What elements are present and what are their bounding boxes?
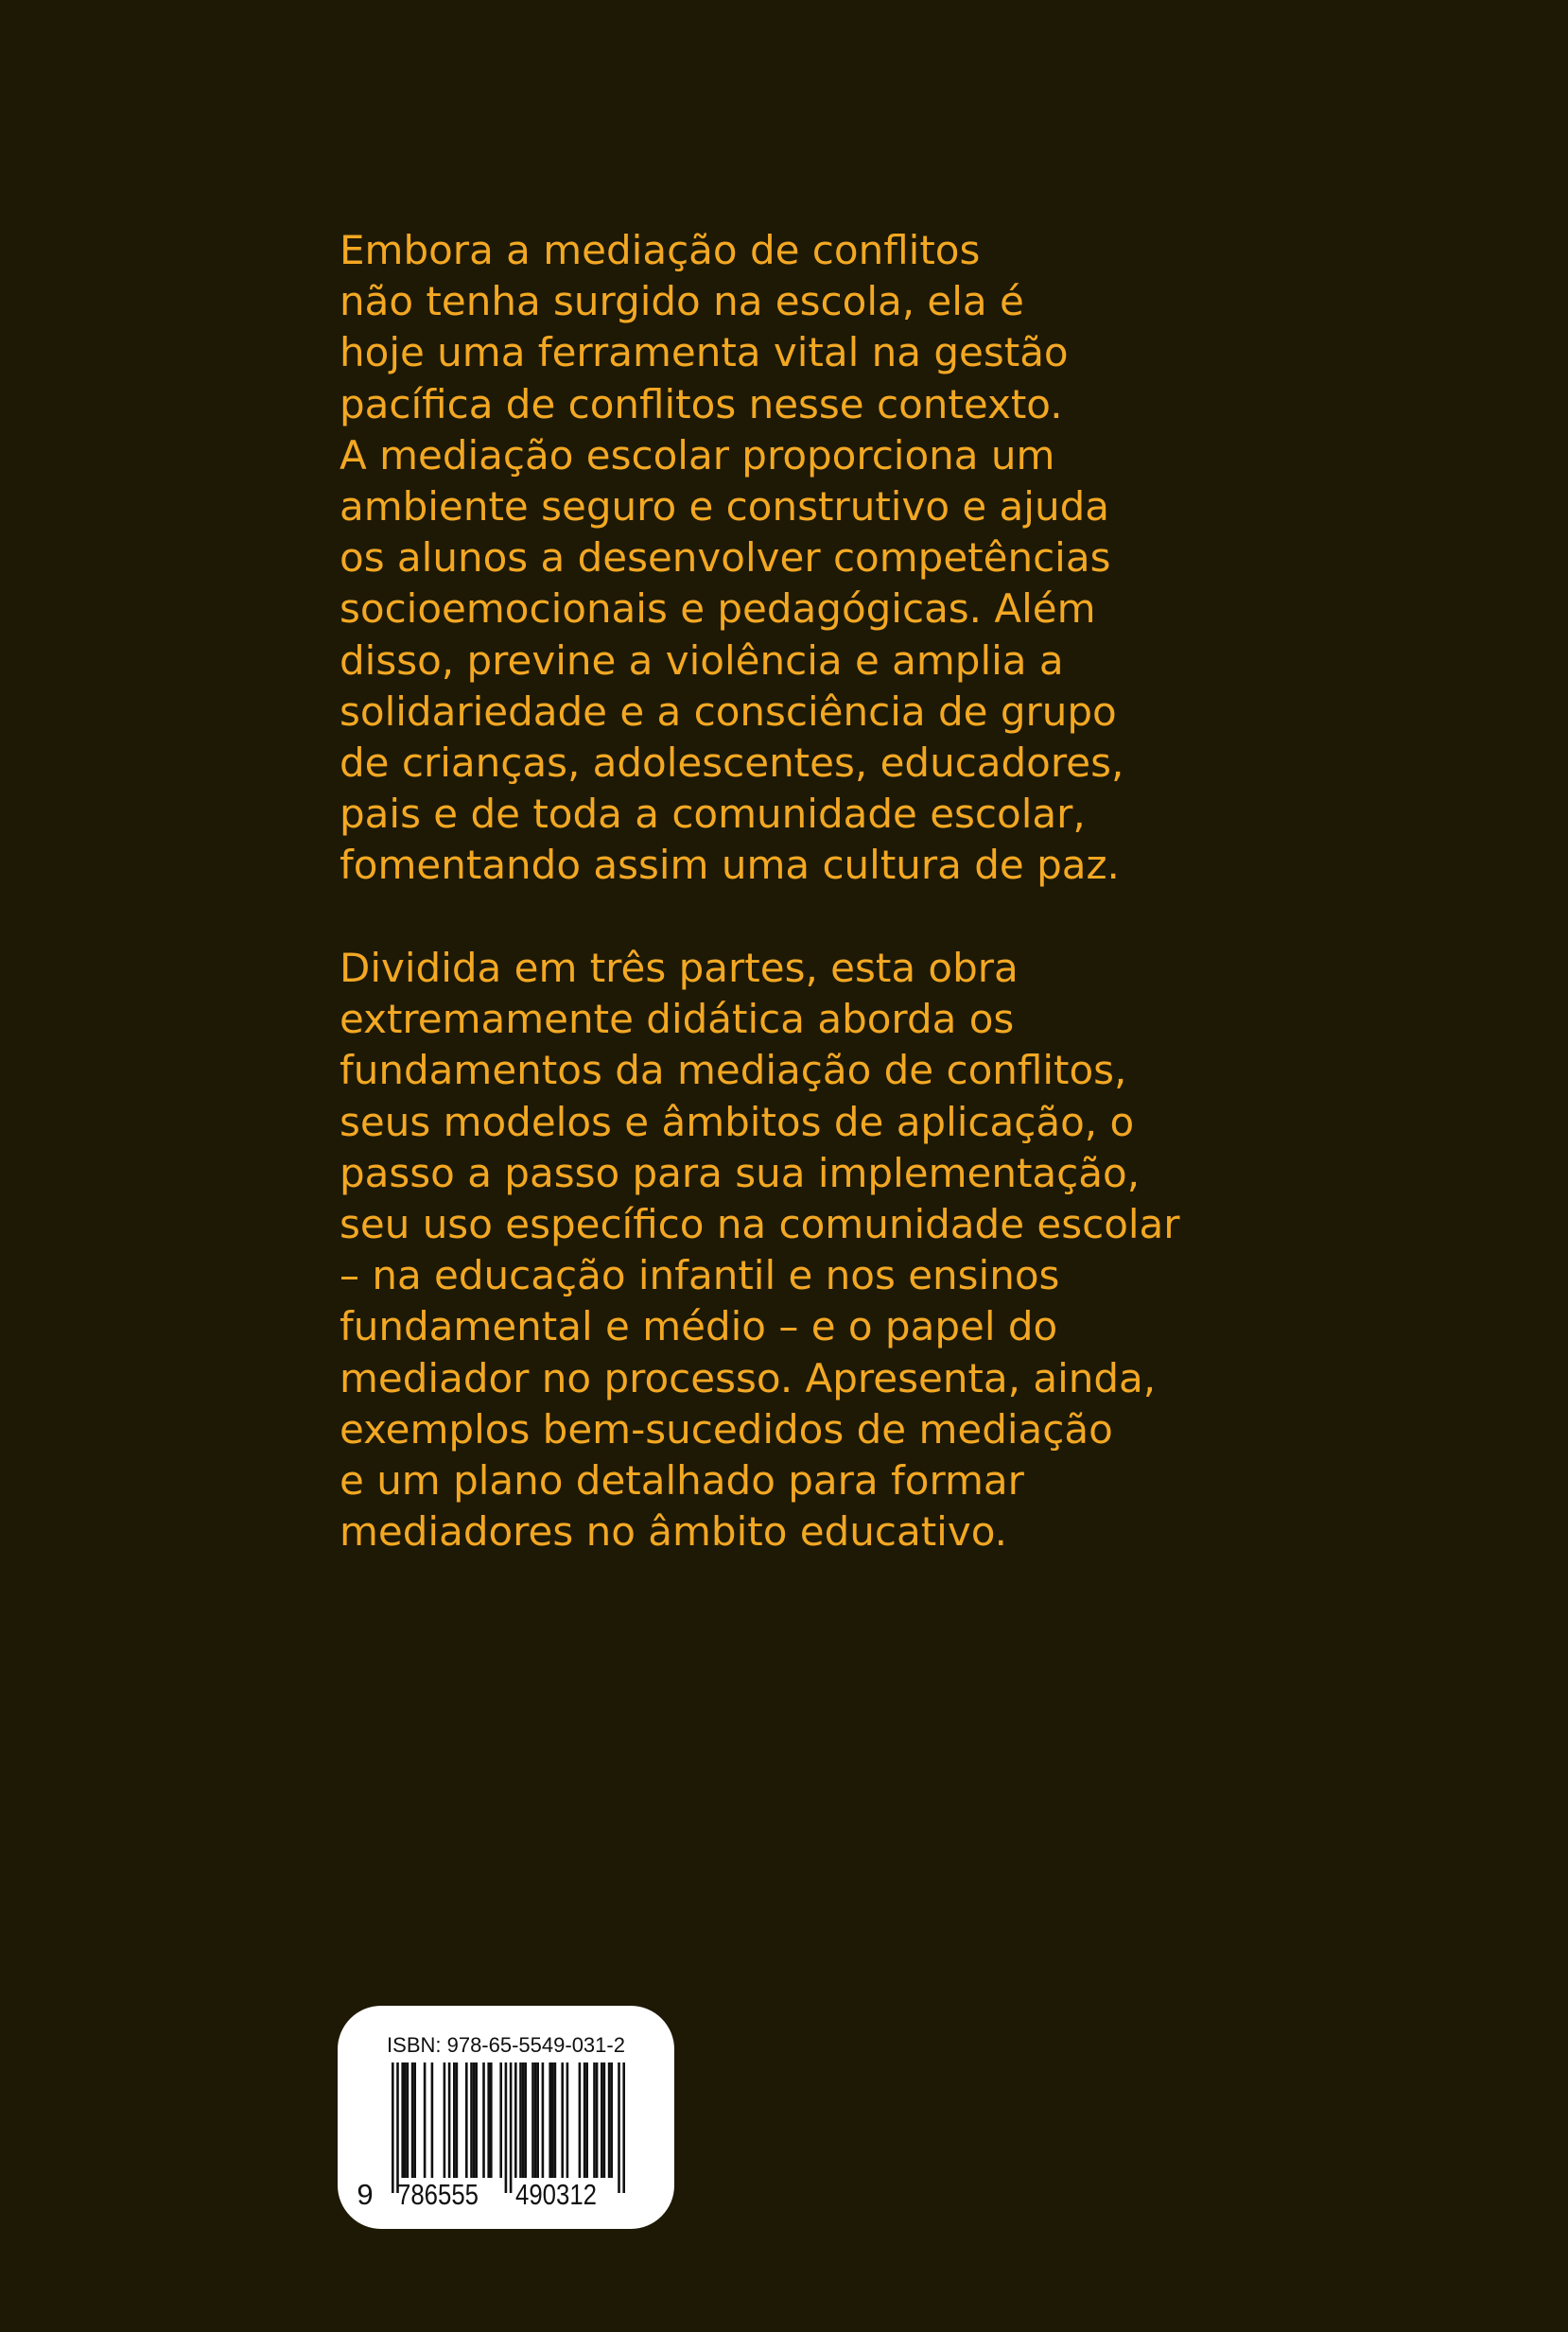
barcode-bar (470, 2062, 473, 2178)
barcode-guard-bar (396, 2062, 399, 2193)
barcode-bar (542, 2062, 545, 2178)
barcode-bar (593, 2062, 596, 2178)
barcode-bar (401, 2062, 404, 2178)
blurb-line: e um plano detalhado para formar (340, 1457, 1024, 1505)
blurb-line: pais e de toda a comunidade escolar, (340, 791, 1086, 838)
barcode-left-digits: 786555 (397, 2178, 479, 2211)
blurb-line: Dividida em três partes, esta obra (340, 945, 1019, 991)
barcode-bar (585, 2062, 588, 2178)
blurb-line: seus modelos e âmbitos de aplicação, o (340, 1098, 1135, 1145)
blurb-line: A mediação escolar proporciona um (340, 431, 1055, 479)
barcode-bar (473, 2062, 476, 2178)
barcode-bar (596, 2062, 599, 2178)
barcode-bar (404, 2062, 407, 2178)
blurb-paragraph-2 (340, 943, 1180, 1558)
barcode-bar (514, 2062, 517, 2178)
blurb-line: solidariedade e a consciência de grupo (340, 687, 1117, 735)
barcode-guard-bar (510, 2062, 513, 2193)
barcode-bar (549, 2062, 551, 2178)
barcode-bar (608, 2062, 611, 2178)
barcode-bar (465, 2062, 468, 2178)
barcode-bar (561, 2062, 564, 2178)
isbn-label: ISBN: 978-65-5549-031-2 (387, 2033, 625, 2057)
blurb-line: exemplos bem-sucedidos de mediação (340, 1405, 1113, 1453)
blurb-line: mediadores no âmbito educativo. (340, 1508, 1008, 1556)
barcode-bar (584, 2062, 586, 2178)
blurb-line: de crianças, adolescentes, educadores, (340, 740, 1124, 787)
barcode-bars (392, 2062, 625, 2193)
blurb-line: socioemocionais e pedagógicas. Além (340, 585, 1096, 633)
barcode-bar (579, 2062, 582, 2178)
barcode-bar (487, 2062, 490, 2178)
barcode-bar (411, 2062, 414, 2178)
barcode-bar (566, 2062, 569, 2178)
barcode-graphic (338, 2006, 674, 2229)
barcode-bar (554, 2062, 557, 2178)
barcode-bar (519, 2062, 522, 2178)
blurb-line: – na educação infantil e nos ensinos (340, 1252, 1060, 1299)
blurb-line: ambiente seguro e construtivo e ajuda (340, 483, 1109, 531)
blurb-line: disso, previne a violência e amplia a (340, 636, 1064, 684)
barcode-bar (490, 2062, 493, 2178)
barcode-bar (524, 2062, 527, 2178)
barcode-guard-bar (505, 2062, 508, 2193)
barcode-guard-bar (618, 2062, 620, 2193)
barcode-bar (601, 2062, 603, 2178)
barcode-bar (482, 2062, 485, 2178)
barcode-lead-digit: 9 (357, 2178, 374, 2211)
barcode-bar (407, 2062, 409, 2178)
blurb-line: fundamentos da mediação de conflitos, (340, 1047, 1127, 1094)
barcode-bar (475, 2062, 478, 2178)
blurb-line: fundamental e médio – e o papel do (340, 1303, 1058, 1350)
barcode-bar (444, 2062, 446, 2178)
blurb-line: fomentando assim uma cultura de paz. (340, 842, 1120, 889)
blurb-line: seu uso específico na comunidade escolar (340, 1201, 1180, 1248)
blurb-paragraph-1 (340, 225, 1124, 892)
barcode-bar (531, 2062, 534, 2178)
blurb-line: Embora a mediação de conflitos (340, 227, 981, 273)
barcode-guard-bar (392, 2062, 394, 2193)
isbn-barcode-box (338, 2006, 674, 2229)
barcode-bar (522, 2062, 525, 2178)
blurb-line: passo a passo para sua implementação, (340, 1149, 1141, 1196)
barcode-bar (413, 2062, 416, 2178)
barcode-bar (456, 2062, 459, 2178)
barcode-bar (448, 2062, 451, 2178)
barcode-guard-bar (622, 2062, 625, 2193)
blurb-line: hoje uma ferramenta vital na gestão (340, 329, 1069, 376)
blurb-line: pacífica de conflitos nesse contexto. (340, 380, 1063, 427)
barcode-bar (551, 2062, 554, 2178)
barcode-bar (534, 2062, 537, 2178)
blurb-line: não tenha surgido na escola, ela é (340, 278, 1024, 325)
barcode-bar (453, 2062, 456, 2178)
barcode-right-digits: 490312 (515, 2178, 597, 2211)
blurb-line: mediador no processo. Apresenta, ainda, (340, 1354, 1157, 1401)
blurb-line: os alunos a desenvolver competências (340, 534, 1111, 582)
barcode-bar (424, 2062, 427, 2178)
barcode-bar (536, 2062, 539, 2178)
barcode-bar (610, 2062, 613, 2178)
barcode-bar (603, 2062, 606, 2178)
barcode-bar (499, 2062, 502, 2178)
blurb-line: extremamente didática aborda os (340, 996, 1015, 1043)
barcode-bar (431, 2062, 434, 2178)
